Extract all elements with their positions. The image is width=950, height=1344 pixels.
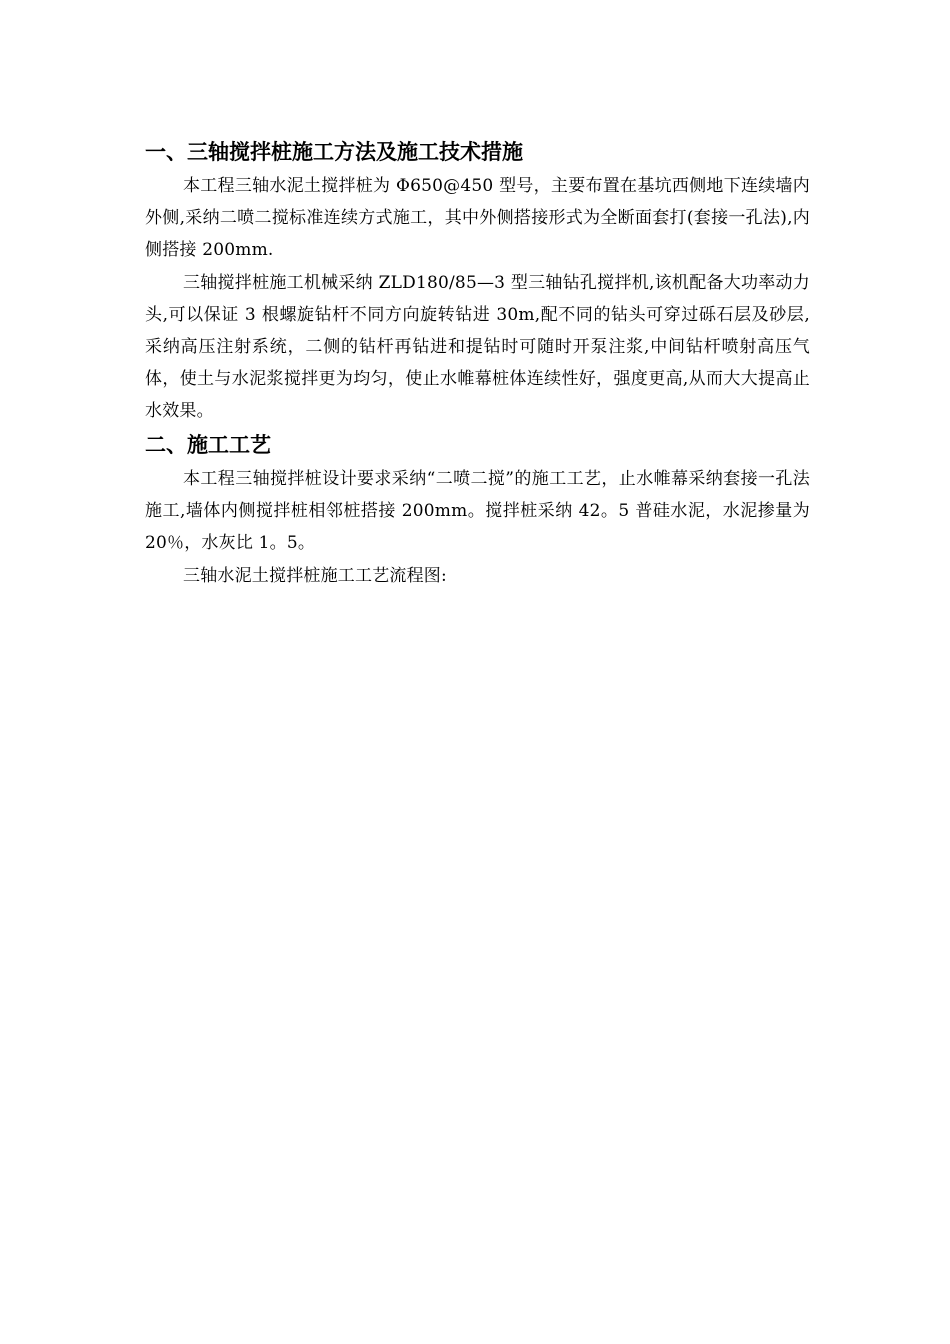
- paragraph-machinery: 三轴搅拌桩施工机械采纳 ZLD180/85—3 型三轴钻孔搅拌机,该机配备大功率动力头,可以保证 3 根螺旋钻杆不同方向旋转钻进 30m,配不同的钻头可穿过砾石层及砂层,采纳高压注射系统，二侧的钻杆再钻进和提钻时可随时开泵注浆,中间钻杆喷射高压气体，使土与水泥浆搅拌更为均匀，使止水帷幕桩体连续性好，强度更高,从而大大提高止水效果。: [145, 273, 810, 421]
- section-heading-construction-process: 二、施工工艺: [145, 433, 271, 457]
- document-body: [145, 134, 810, 592]
- paragraph-process-requirements: 本工程三轴搅拌桩设计要求采纳“二喷二搅”的施工工艺，止水帷幕采纳套接一孔法施工,墙体内侧搅拌桩相邻桩搭接 200mm。搅拌桩采纳 42。5 普硅水泥，水泥掺量为 20％，水灰比 1。5。: [145, 469, 810, 553]
- paragraph-pile-specification: 本工程三轴水泥土搅拌桩为 Φ650@450 型号，主要布置在基坑西侧地下连续墙内外侧,采纳二喷二搅标准连续方式施工，其中外侧搭接形式为全断面套打(套接一孔法),内侧搭接 200mm.: [145, 176, 810, 260]
- section-heading-construction-methods: 一、三轴搅拌桩施工方法及施工技术措施: [145, 140, 523, 164]
- paragraph-flowchart-caption: 三轴水泥土搅拌桩施工工艺流程图:: [183, 566, 447, 586]
